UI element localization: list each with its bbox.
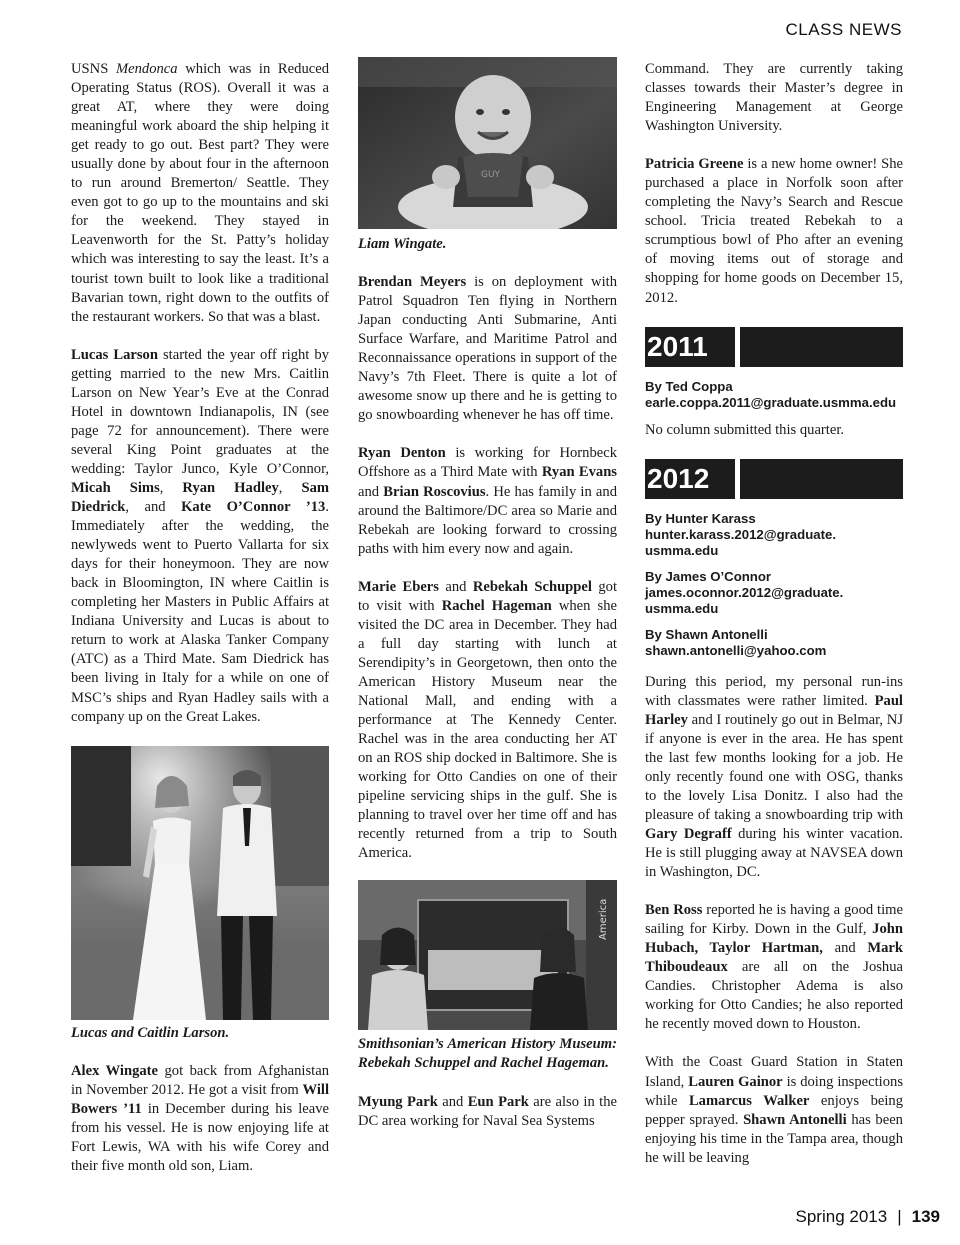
byline-2012-oconnor: By James O’Connor james.oconnor.2012@graduate. usmma.edu [645,569,903,617]
museum-photo [358,880,617,1030]
note-2011: No column submitted this quarter. [645,421,845,438]
email-2012-karass[interactable]: hunter.karass.2012@graduate. usmma.edu [645,526,836,558]
paragraph-lucas-larson: Lucas Larson started the year off right by getting married to the new Mrs. Caitlin Larson on New Year’s Eve at the Conrad Hotel in downtown Indianapolis, IN (see page 72 for announcement). There were several King Point graduates at the wedding: Taylor Junco, Kyle O’Connor, Micah Sims, Ryan Hadley, Sam Diedrick, and Kate O’Connor ’13. Immediately after the wedding, the newlyweds went to Puerto Vallarta for six days for their honeymoon. They are now back in Bloomington, IN where Caitlin is completing her Masters in Public Affairs at Indiana University and Lucas is about to return to work at Alaska Tanker Company (ATC) as a Third Mate. Sam Diedrick has been living in Italy for a while on one of MSC’s ships and Ryan Hadley sails with a company up on the Great Lakes. [71,346,330,725]
paragraph-paul-harley: During this period, my personal run-ins with classmates were rather limited. Paul Harley and I routinely go out in Belmar, NJ if anyone is ever in the area. He has spent the last few months looking for a job. He only recently found one with OSG, thanks to the lovely Lisa Donitz. I also had the pleasure of taking a snowboarding trip with Gary Degraff during his winter vacation. He is still plugging away at NAVSEA down in Washington, DC. [645,673,903,881]
byline-2012-antonelli: By Shawn Antonelli shawn.antonelli@yahoo.com [645,627,903,659]
page-number: 139 [911,1207,940,1226]
column-3 [645,60,903,1187]
year-2011-label: 2011 [645,327,735,367]
paragraph-command: Command. They are currently taking classes towards their Master’s degree in Engineering Management at George Washington University. [645,61,903,135]
svg-text:GUY: GUY [481,170,501,180]
issue-label: Spring 2013 [795,1207,888,1226]
paragraph-ben-ross: Ben Ross reported he is having a good time sailing for Kirby. Down in the Gulf, John Hubach, Taylor Hartman, and Mark Thiboudeaux are all on the Joshua Candies. Christopher Adema is also working for Otto Candies; he also reported he recently moved down to Houston. [645,902,903,1033]
baby-photo-caption: Liam Wingate. [358,236,447,252]
paragraph-myung-park: Myung Park and Eun Park are also in the DC area working for Naval Sea Systems [358,1093,618,1129]
year-band-2011 [645,327,903,367]
wedding-photo [71,746,329,1020]
museum-photo-caption: Smithsonian’s American History Museum: Rebekah Schuppel and Rachel Hageman. [358,1036,617,1072]
paragraph-alex-wingate: Alex Wingate got back from Afghanistan in November 2012. He got a visit from Will Bowers ’11 in December during his leave from his vessel. He is now enjoying life at Fort Lewis, WA with his wife Corey and their five month old son, Liam. [71,1062,329,1174]
baby-photo [358,57,617,229]
byline-2011: By Ted Coppa earle.coppa.2011@graduate.usmma.edu [645,379,903,411]
paragraph-mendonca: USNS Mendonca which was in Reduced Operating Status (ROS). Overall it was a great AT, where they were doing meaningful work aboard the ship helping it get ready to go out. Best part? They were usually done by about four in the afternoon to run around Bremerton/ Seattle. They even got to go up to the mountains and ski for the weekend. They stayed in Leavenworth for the St. Patty’s holiday which was interesting to say the least. It’s a tourist town built to look like a traditional Bavarian town, right down to the outfits of the restaurant workers. So that was a blast. [71,61,329,325]
column-2 [358,57,617,1150]
year-2012-label: 2012 [645,459,735,499]
section-label: CLASS NEWS [785,20,902,39]
year-band-2012 [645,459,903,499]
footer-separator: | [897,1207,902,1226]
paragraph-marie-ebers: Marie Ebers and Rebekah Schuppel got to visit with Rachel Hageman when she visited the DC area in December. They had a full day starting with lunch at Serendipity’s in Georgetown, then onto the American History Museum near the National Mall, and ending with a performance at The Kennedy Center. Rachel was in the area conducting her AT on an ROS ship docked in Baltimore. She is working for Otto Candies on one of their pipeline servicing ships in the gulf. She is planning to travel over her time off and has recently returned from a trip to South America. [358,578,617,862]
page-footer [796,1207,940,1227]
paragraph-coast-guard: With the Coast Guard Station in Staten Island, Lauren Gainor is doing inspections while Lamarcus Walker enjoys being pepper sprayed. Shawn Antonelli has been enjoying his time in the Tampa area, though he will be leaving [645,1054,903,1166]
paragraph-ryan-denton: Ryan Denton is working for Hornbeck Offshore as a Third Mate with Ryan Evans and Brian Roscovius. He has family in and around the Baltimore/DC area so Marie and Rebekah are looking forward to crossing paths with him every now and again. [358,445,617,557]
museum-sign-text: America [598,899,609,941]
paragraph-patricia-greene: Patricia Greene is a new home owner! She purchased a place in Norfolk soon after completing the Navy’s Search and Rescue school. Tricia treated Rebekah to a scrumptious bowl of Pho after an evening of moving items out of storage and shopping for home goods on December 15, 2012. [645,156,903,306]
paragraph-brendan-meyers: Brendan Meyers is on deployment with Patrol Squadron Ten flying in Northern Japan conducting Anti Submarine, Anti Surface Warfare, and Maritime Patrol and Reconnaissance operations in support of the Navy’s 7th Fleet. There is quite a lot of awesome snow up there and he is getting to go snowboarding whenever he has off time. [358,274,617,424]
email-2012-oconnor[interactable]: james.oconnor.2012@graduate. usmma.edu [645,584,844,616]
wedding-photo-caption: Lucas and Caitlin Larson. [71,1024,230,1041]
email-2012-antonelli[interactable]: shawn.antonelli@yahoo.com [645,642,827,658]
column-1 [71,60,329,1195]
byline-2012-karass: By Hunter Karass hunter.karass.2012@graduate. usmma.edu [645,511,903,559]
email-2011[interactable]: earle.coppa.2011@graduate.usmma.edu [645,394,897,410]
